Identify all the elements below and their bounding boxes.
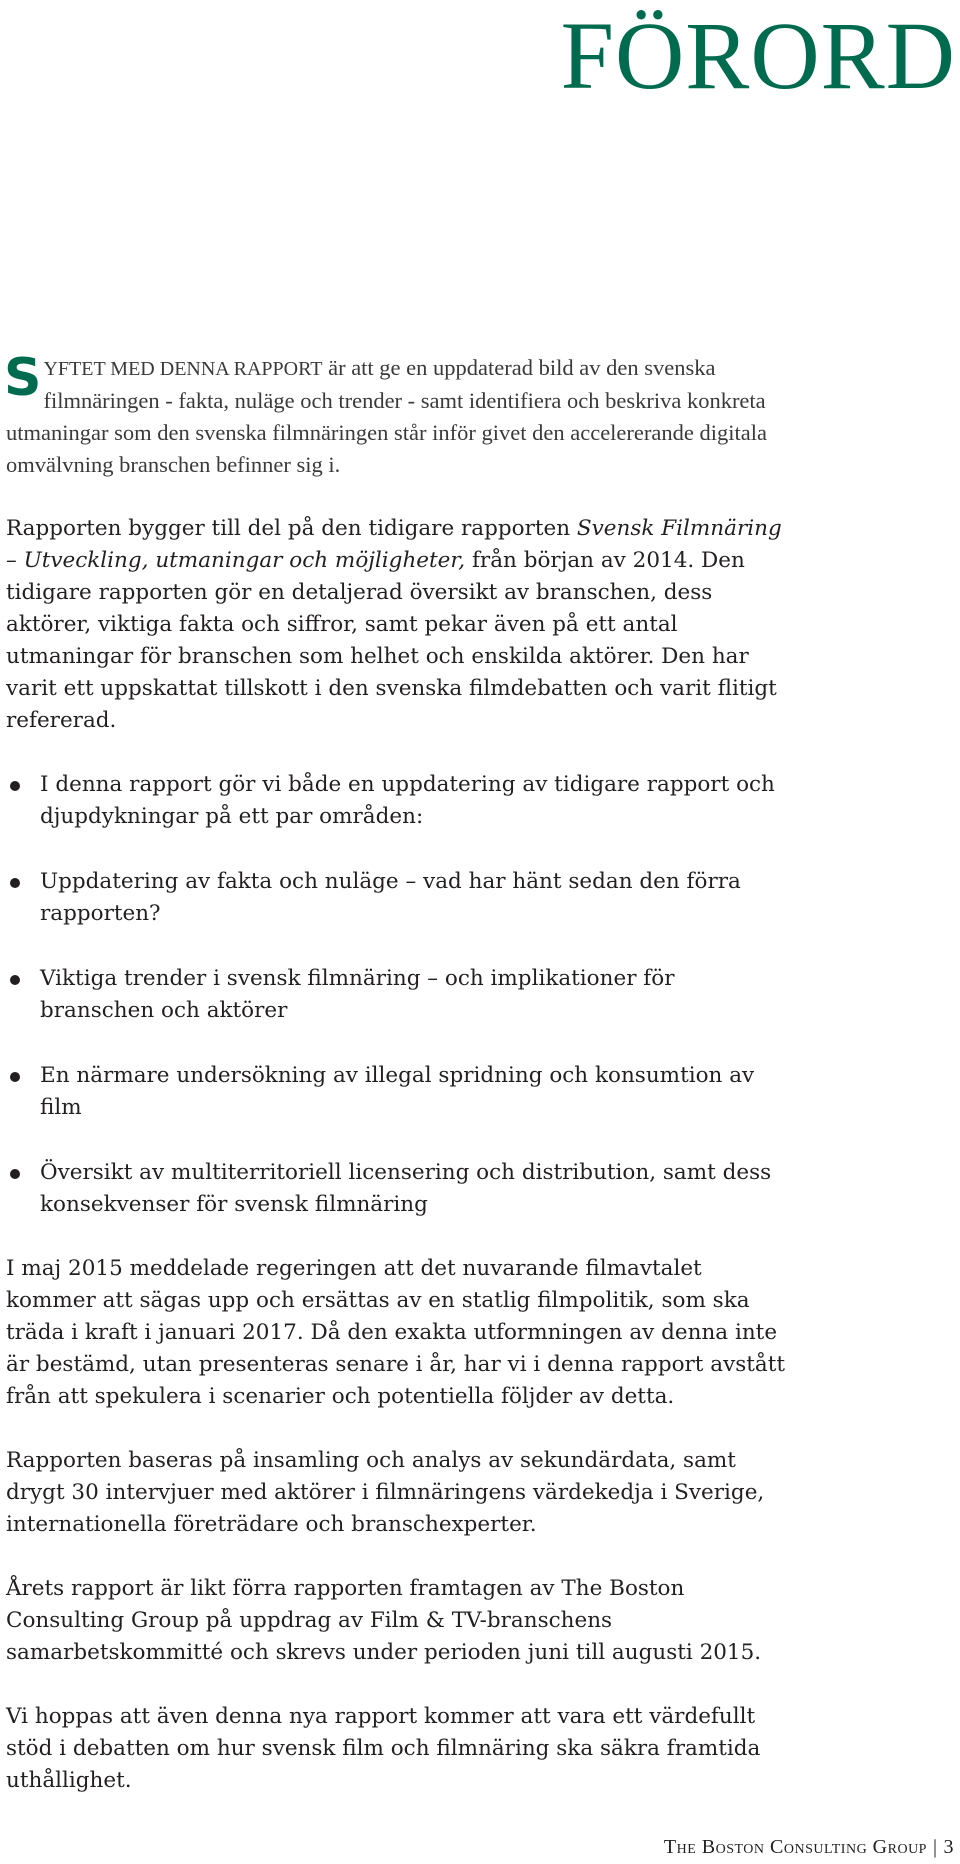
list-item: En närmare undersökning av illegal spridning och konsumtion av film	[6, 1060, 794, 1124]
list-item: I denna rapport gör vi både en uppdatering av tidigare rapport och djupdykningar på ett par områden:	[6, 769, 794, 833]
intro-lead: YFTET MED DENNA RAPPORT	[43, 358, 323, 380]
footer-org: The Boston Consulting Group	[663, 1836, 927, 1858]
page-number: 3	[943, 1836, 954, 1858]
list-item: Uppdatering av fakta och nuläge – vad har hänt sedan den förra rapporten?	[6, 866, 794, 930]
bullet-list	[6, 769, 794, 1221]
page-footer	[664, 1836, 954, 1859]
intro-paragraph	[4, 348, 794, 481]
drop-cap: S	[4, 348, 42, 408]
paragraph-text: Rapporten bygger till del på den tidigare rapporten	[6, 516, 577, 541]
paragraph-previous-report	[6, 513, 794, 737]
body-text	[4, 348, 794, 1829]
page-title: FÖRORD	[560, 2, 956, 109]
report-title: Svensk Filmnäring – Utveckling, utmaningar och möjligheter,	[6, 516, 782, 573]
paragraph-closing: Vi hoppas att även denna nya rapport kommer att vara ett värdefullt stöd i debatten om hur svensk film och filmnäring ska säkra framtida uthållighet.	[6, 1704, 761, 1793]
paragraph-text: från början av 2014. Den tidigare rapporten gör en detaljerad översikt av branschen, dess aktörer, viktiga fakta och siffror, samt pekar även på ett antal utmaningar för branschen som helhet och enskilda aktörer. Den har varit ett uppskattat tillskott i den svenska filmdebatten och varit flitigt refererad.	[6, 548, 777, 733]
intro-text: är att ge en uppdaterad bild av den svenska filmnäringen - fakta, nuläge och trender - samt identifiera och beskriva konkreta utmaningar som den svenska filmnäringen står inför givet den accelererande digitala omvälvning branschen befinner sig i.	[6, 355, 767, 477]
list-item: Översikt av multiterritoriell licensering och distribution, samt dess konsekvenser för svensk filmnäring	[6, 1157, 794, 1221]
paragraph-method: Rapporten baseras på insamling och analys av sekundärdata, samt drygt 30 intervjuer med aktörer i filmnäringens värdekedja i Sverige, internationella företrädare och branschexperter.	[6, 1448, 765, 1537]
footer-separator: |	[932, 1836, 938, 1858]
paragraph-authors: Årets rapport är likt förra rapporten framtagen av The Boston Consulting Group på uppdrag av Film & TV-branschens samarbetskommitté och skrevs under perioden juni till augusti 2015.	[6, 1576, 762, 1665]
paragraph-film-agreement: I maj 2015 meddelade regeringen att det nuvarande filmavtalet kommer att sägas upp och ersättas av en statlig filmpolitik, som ska träda i kraft i januari 2017. Då den exakta utformningen av denna inte är bestämd, utan presenteras senare i år, har vi i denna rapport avstått från att spekulera i scenarier och potentiella följder av detta.	[6, 1256, 786, 1409]
list-item: Viktiga trender i svensk filmnäring – och implikationer för branschen och aktörer	[6, 963, 794, 1027]
